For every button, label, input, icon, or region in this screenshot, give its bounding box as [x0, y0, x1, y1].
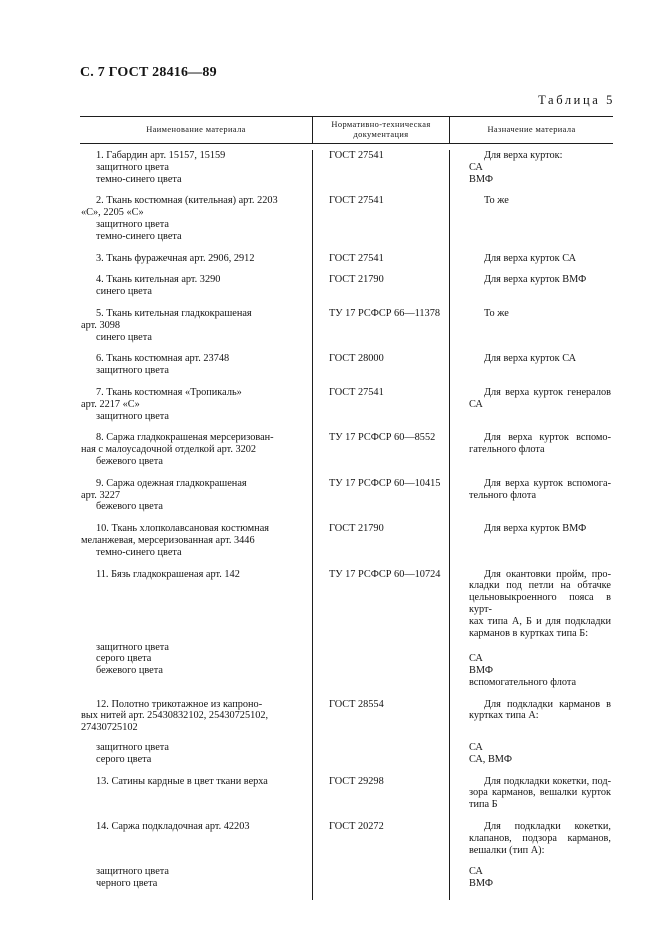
normative-doc-text: ГОСТ 28000 [329, 353, 384, 365]
material-name-cell [80, 253, 312, 275]
purpose-line: Для верха курток вспомога- [484, 477, 611, 489]
normative-doc-cell [312, 821, 449, 900]
purpose-cell [449, 253, 613, 275]
purpose-line: тельного флота [469, 489, 537, 501]
normative-doc-text: ГОСТ 29298 [329, 775, 384, 787]
normative-doc-text: ГОСТ 27541 [329, 252, 384, 264]
purpose-variant: ВМФ [469, 878, 494, 890]
color-variant: бежевого цвета [96, 501, 163, 513]
purpose-line: То же [484, 307, 509, 319]
material-name-line: 8. Саржа гладкокрашеная мерсеризован- [96, 432, 274, 444]
normative-doc-cell [312, 195, 449, 252]
normative-doc-text: ГОСТ 21790 [329, 274, 384, 286]
material-name-line: 5. Ткань кительная гладкокрашеная [96, 307, 252, 319]
purpose-line: Для подкладки кокетки, [484, 821, 611, 833]
material-name-line: меланжевая, мерсеризованная арт. 3446 [81, 534, 255, 546]
material-name-line: 6. Ткань костюмная арт. 23748 [96, 353, 230, 365]
normative-doc-cell [312, 699, 449, 776]
purpose-line: куртках типа А: [469, 710, 539, 722]
header-material-name: Наименование материала [146, 125, 246, 134]
purpose-variant: ВМФ [469, 173, 494, 185]
material-name-line: 1. Габардин арт. 15157, 15159 [96, 150, 226, 161]
material-name-cell [80, 478, 312, 523]
purpose-line: То же [484, 195, 509, 207]
color-variant: серого цвета [96, 653, 152, 665]
color-variant: защитного цвета [96, 742, 170, 754]
header-normative-doc [312, 117, 449, 143]
spacer [469, 856, 611, 866]
normative-doc-text: ГОСТ 27541 [329, 195, 384, 207]
purpose-cell [449, 387, 613, 432]
purpose-variant: СА [469, 161, 483, 173]
normative-doc-text: ТУ 17 РСФСР 66—11378 [329, 307, 441, 319]
purpose-cell [449, 821, 613, 900]
material-name-cell [80, 308, 312, 353]
purpose-line: ках типа А, Б и для подкладки [469, 615, 611, 627]
normative-doc-cell [312, 150, 449, 195]
purpose-cell [449, 478, 613, 523]
color-variant: защитного цвета [96, 866, 170, 878]
material-name-cell [80, 150, 312, 195]
material-name-cell [80, 821, 312, 900]
material-name-line: 14. Саржа подкладочная арт. 42203 [96, 821, 250, 833]
purpose-line: Для верха курток: [484, 150, 563, 161]
purpose-variant: СА [469, 653, 483, 665]
material-name-cell [80, 523, 312, 568]
header-normative-doc-line2: документация [353, 130, 409, 139]
purpose-cell [449, 150, 613, 195]
purpose-cell [449, 569, 613, 699]
purpose-line: кладки под петли на обтачке [469, 580, 611, 592]
purpose-cell [449, 776, 613, 821]
spacer [469, 722, 611, 742]
material-name-cell [80, 353, 312, 387]
normative-doc-cell [312, 253, 449, 275]
purpose-cell [449, 195, 613, 252]
purpose-cell [449, 523, 613, 568]
normative-doc-cell [312, 478, 449, 523]
color-variant: защитного цвета [96, 410, 170, 422]
color-variant: защитного цвета [96, 161, 170, 173]
normative-doc-cell [312, 523, 449, 568]
spacer [81, 580, 310, 641]
normative-doc-cell [312, 274, 449, 308]
normative-doc-text: ГОСТ 27541 [329, 386, 384, 398]
purpose-line: Для верха курток СА [484, 252, 577, 264]
purpose-line: гательного флота [469, 444, 545, 456]
color-variant: синего цвета [96, 286, 152, 298]
normative-doc-text: ГОСТ 20272 [329, 821, 384, 833]
normative-doc-text: ТУ 17 РСФСР 60—10724 [329, 568, 441, 580]
purpose-line: Для верха курток ВМФ [484, 523, 587, 535]
color-variant: защитного цвета [96, 365, 170, 377]
normative-doc-cell [312, 353, 449, 387]
material-name-cell [80, 274, 312, 308]
normative-doc-cell [312, 569, 449, 699]
material-name-cell [80, 387, 312, 432]
purpose-line: Для верха курток СА [484, 353, 577, 365]
color-variant: защитного цвета [96, 641, 170, 653]
material-name-cell [80, 699, 312, 776]
purpose-variant: вспомогательного флота [469, 676, 577, 688]
purpose-line: Для подкладки карманов в [484, 698, 611, 710]
normative-doc-text: ГОСТ 28554 [329, 698, 384, 710]
purpose-variant: ВМФ [469, 665, 494, 677]
color-variant: бежевого цвета [96, 455, 163, 467]
purpose-line: Для верха курток генералов [484, 386, 611, 398]
purpose-line: карманов в куртках типа Б: [469, 627, 589, 639]
purpose-variant: СА [469, 742, 483, 754]
header-normative-doc-line1: Нормативно-техническая [331, 120, 431, 129]
spacer [469, 639, 611, 653]
normative-doc-cell [312, 308, 449, 353]
material-name-line: 11. Бязь гладкокрашеная арт. 142 [96, 568, 240, 580]
purpose-cell [449, 353, 613, 387]
normative-doc-text: ТУ 17 РСФСР 60—10415 [329, 477, 441, 489]
material-name-line: «С», 2205 «С» [81, 207, 144, 219]
color-variant: темно-синего цвета [96, 230, 182, 242]
purpose-cell [449, 308, 613, 353]
material-name-line: 2. Ткань костюмная (кительная) арт. 2203 [96, 195, 278, 207]
material-name-line: 10. Ткань хлопколавсановая костюмная [96, 523, 270, 535]
purpose-line: типа Б [469, 799, 498, 811]
normative-doc-cell [312, 387, 449, 432]
material-name-line: 12. Полотно трикотажное из капроно- [96, 698, 263, 710]
header-material-purpose: Назначение материала [449, 117, 613, 143]
normative-doc-text: ГОСТ 21790 [329, 523, 384, 535]
material-name-cell [80, 432, 312, 477]
material-name-line: арт. 2217 «С» [81, 398, 140, 410]
purpose-variant: СА, ВМФ [469, 753, 512, 765]
color-variant: бежевого цвета [96, 665, 163, 677]
color-variant: серого цвета [96, 753, 152, 765]
purpose-cell [449, 432, 613, 477]
material-name-line: 13. Сатины кардные в цвет ткани верха [96, 775, 268, 787]
purpose-line: Для верха курток вспомо- [484, 432, 611, 444]
normative-doc-text: ТУ 17 РСФСР 60—8552 [329, 432, 436, 444]
purpose-line: клапанов, подзора карманов, [469, 832, 611, 844]
table-caption: Таблица 5 [538, 93, 615, 107]
color-variant: темно-синего цвета [96, 546, 182, 558]
material-name-cell [80, 776, 312, 821]
color-variant: защитного цвета [96, 218, 170, 230]
purpose-variant: СА [469, 866, 483, 878]
material-name-line: 4. Ткань кительная арт. 3290 [96, 274, 221, 286]
normative-doc-text: ГОСТ 27541 [329, 150, 384, 161]
material-name-line: 27430725102 [81, 722, 138, 734]
normative-doc-cell [312, 776, 449, 821]
material-name-line: 7. Ткань костюмная «Тропикаль» [96, 386, 242, 398]
purpose-cell [449, 699, 613, 776]
material-name-cell [80, 195, 312, 252]
color-variant: синего цвета [96, 331, 152, 343]
purpose-cell [449, 274, 613, 308]
purpose-line: Для подкладки кокетки, под- [484, 775, 611, 787]
material-name-line: арт. 3098 [81, 319, 121, 331]
purpose-line: СА [469, 398, 483, 410]
material-name-cell [80, 569, 312, 699]
material-name-line: вых нитей арт. 25430832102, 25430725102, [81, 710, 269, 722]
purpose-line: цельновыкроенного пояса в курт- [469, 592, 611, 615]
spacer [81, 833, 310, 867]
color-variant: черного цвета [96, 878, 158, 890]
material-name-line: арт. 3227 [81, 489, 121, 501]
table-header-row [80, 117, 613, 144]
purpose-line: зора карманов, вешалки курток [469, 787, 611, 799]
table-body [80, 144, 613, 900]
page-header: С. 7 ГОСТ 28416—89 [80, 65, 217, 80]
material-name-line: 9. Саржа одежная гладкокрашеная [96, 477, 247, 489]
materials-table [80, 116, 613, 900]
material-name-line: ная с малоусадочной отделкой арт. 3202 [81, 444, 257, 456]
purpose-line: вешалки (тип А): [469, 844, 545, 856]
normative-doc-cell [312, 432, 449, 477]
purpose-line: Для окантовки пройм, про- [484, 568, 611, 580]
material-name-line: 3. Ткань фуражечная арт. 2906, 2912 [96, 252, 255, 264]
purpose-line: Для верха курток ВМФ [484, 274, 587, 286]
spacer [81, 734, 310, 742]
color-variant: темно-синего цвета [96, 173, 182, 185]
